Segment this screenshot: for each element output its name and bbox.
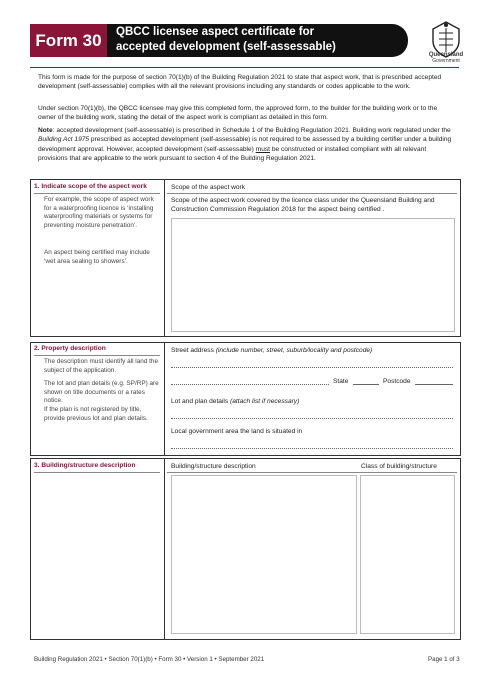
section-1-divider: [167, 193, 457, 194]
lga-label: Local government area the land is situated in: [171, 428, 303, 435]
form-title-line1: QBCC licensee aspect certificate for: [116, 26, 315, 38]
lot-plan-label-text: Lot and plan details: [171, 398, 229, 405]
logo-name: Queensland: [428, 52, 464, 58]
street-address-label-text: Street address: [171, 347, 214, 354]
structure-description-label: Building/structure description: [171, 463, 256, 470]
header-rule: [30, 67, 459, 68]
note-text-c: be constructed or installed compliant with all relevant provisions that are applicable to the work pursuant to section 4 of the Building Regulation 2021.: [38, 145, 427, 163]
street-address-hint: (include number, street, suburb/locality and postcode): [215, 347, 373, 354]
intro-paragraph-3: [38, 126, 453, 164]
section-1-title: 1. Indicate scope of the aspect work: [34, 183, 160, 194]
intro-paragraph-2: Under section 70(1)(b), the QBCC licensee may give this completed form, the approved form, to the builder for the building work or to the owner of the building work, stating the detail of the aspect work is compliant as detailed in this form.: [38, 105, 438, 122]
form-number-badge: Form 30: [30, 24, 107, 57]
section-3-title: 3. Building/structure description: [34, 462, 160, 473]
note-text-a: : accepted development (self-assessable) is prescribed in Schedule 1 of the Building Regulation 2021. Building work regulated under the: [52, 127, 451, 134]
postcode-label: Postcode: [383, 378, 411, 385]
section-1-hint-2: An aspect being certified may include ‘wet area sealing to showers’.: [44, 249, 150, 265]
structure-description-input[interactable]: [171, 475, 357, 634]
note-label: Note: [38, 127, 53, 134]
scope-field-description: Scope of the aspect work covered by the licence class under the Queensland Building and Construction Commission Regulation 2018 for the aspect being certified .: [171, 197, 435, 213]
building-class-label: Class of building/structure: [361, 463, 437, 470]
logo-subtitle: Government: [432, 58, 460, 64]
note-text-underline: must: [255, 145, 271, 153]
scope-field-label: Scope of the aspect work: [171, 184, 246, 191]
section-2-hint-3: If the plan is not registered by title, provide previous lot and plan details.: [44, 406, 148, 422]
state-field[interactable]: [353, 384, 379, 385]
lot-plan-field[interactable]: [171, 418, 453, 419]
footer-text: Building Regulation 2021 • Section 70(1)(b) • Form 30 • Version 1 • September 2021: [34, 656, 265, 663]
lot-plan-hint: (attach list if necessary): [230, 398, 300, 405]
street-address-line-1[interactable]: [171, 367, 453, 368]
page-number: Page 1 of 3: [428, 656, 460, 663]
street-address-label: [171, 346, 372, 355]
postcode-field[interactable]: [415, 384, 453, 385]
section-2-title: 2. Property description: [34, 345, 160, 356]
state-label: State: [333, 378, 349, 385]
note-text-b: prescribed as accepted development (self-assessable) is not required to be assessed by a building certifier under a building development approval. However, accepted development (self-assessable): [38, 136, 452, 153]
section-2-hint-2: The lot and plan details (e.g. SP/RP) are shown on title documents or a rates notice.: [44, 380, 159, 405]
section-1-hint-1: For example, the scope of aspect work for a waterproofing licence is ‘installing waterproofing materials or systems for preventing moisture penetration’.: [44, 196, 154, 229]
section-2-hint-1: The description must identify all land the subject of the application.: [44, 358, 159, 374]
form-title-line2: accepted development (self-assessable): [116, 40, 336, 53]
form-title: [116, 25, 396, 54]
lot-plan-label: [171, 397, 299, 406]
note-text-italic: Building Act 1975: [38, 136, 90, 144]
street-address-line-2[interactable]: [171, 384, 329, 385]
lga-field[interactable]: [171, 448, 453, 449]
scope-input[interactable]: [171, 218, 455, 332]
building-class-input[interactable]: [360, 475, 455, 634]
section-3-left-column: [30, 458, 165, 639]
intro-paragraph-1: This form is made for the purpose of section 70(1)(b) of the Building Regulation 2021 to state that aspect work, that is prescribed accepted development (self-assessable) complies with all the relevant provisions including any standards or codes applicable to the work.: [38, 74, 442, 91]
section-3-divider: [167, 472, 457, 473]
